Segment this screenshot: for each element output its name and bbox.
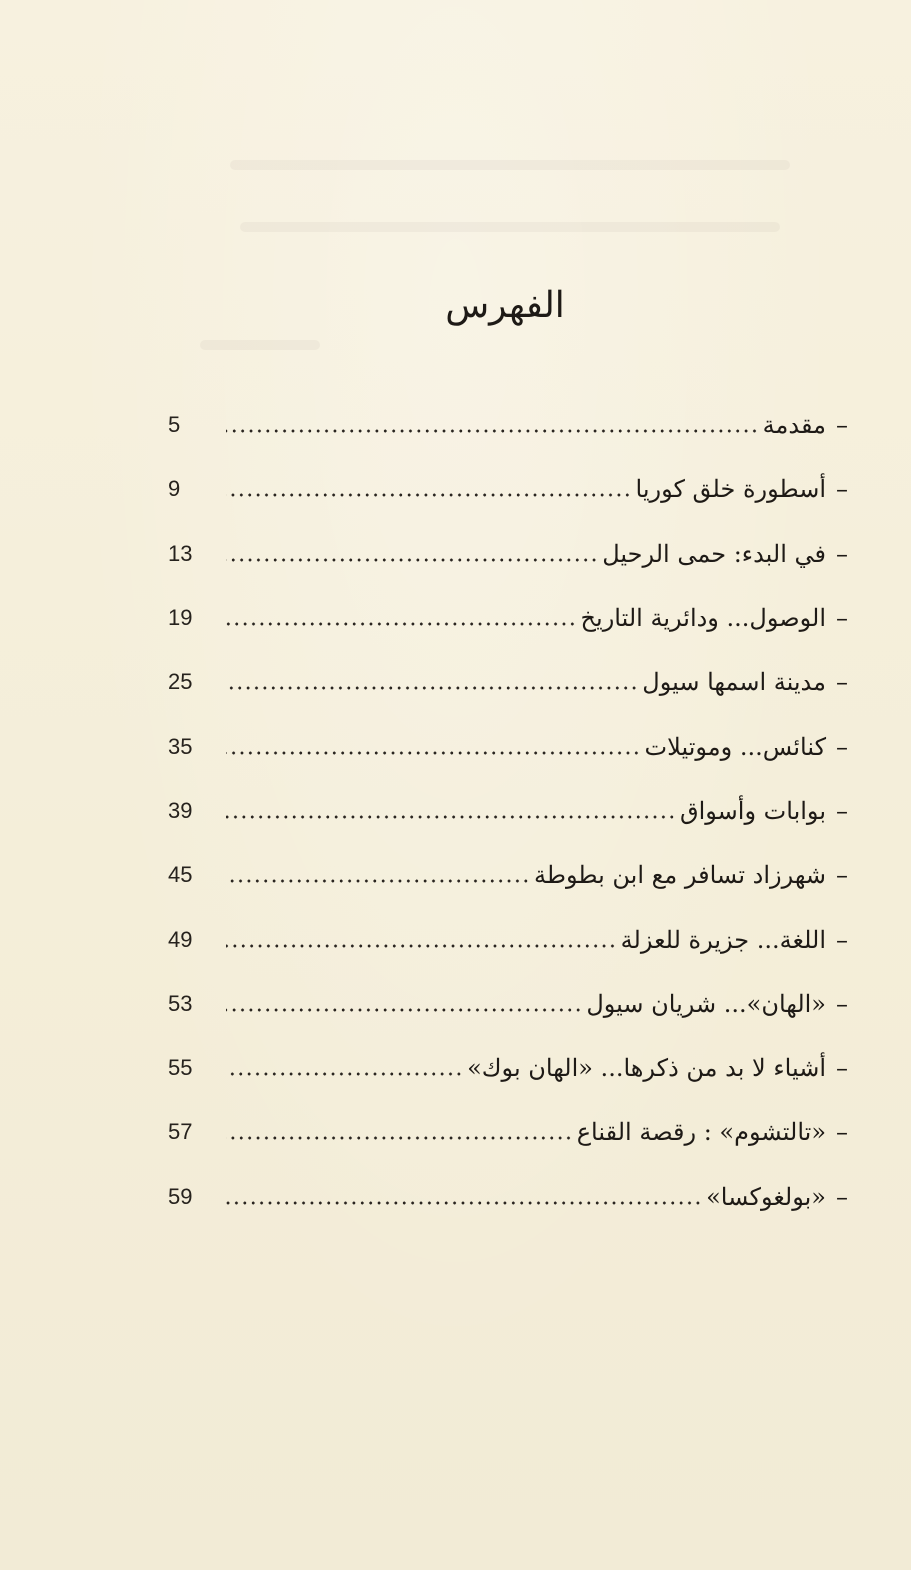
dot-leader — [226, 1201, 702, 1205]
bleed-through-mark — [200, 340, 320, 350]
dot-leader — [226, 751, 641, 755]
toc-entry-text: «بولغوكسا» — [706, 1182, 826, 1211]
toc-entry-text: في البدء: حمى الرحيل — [602, 539, 826, 568]
toc-entry-title — [581, 604, 848, 632]
toc-entry — [168, 779, 848, 843]
toc-entry — [168, 907, 848, 971]
toc-entry-title — [706, 1183, 848, 1211]
toc-page-number: 25 — [168, 669, 193, 695]
toc-entry-text: «الهان»... شريان سيول — [586, 989, 826, 1018]
toc-entry-text: أسطورة خلق كوريا — [635, 475, 826, 504]
toc-page-number: 35 — [168, 733, 193, 759]
dot-leader — [226, 944, 617, 948]
entry-dash: – — [836, 861, 848, 890]
entry-dash: – — [836, 989, 848, 1018]
bleed-through-mark — [230, 160, 790, 170]
toc-entry — [168, 457, 848, 521]
bleed-through-mark — [240, 222, 780, 232]
toc-page-number: 59 — [168, 1183, 193, 1209]
toc-entry-text: «تالتشوم» : رقصة القناع — [576, 1118, 826, 1147]
toc-entry-text: اللغة... جزيرة للعزلة — [620, 925, 826, 954]
entry-dash: – — [836, 796, 848, 825]
toc-entry-text: مدينة اسمها سيول — [642, 668, 826, 697]
toc-page-number: 53 — [168, 990, 193, 1016]
toc-entry — [168, 393, 848, 457]
entry-dash: – — [836, 475, 848, 504]
page-title: الفهرس — [445, 285, 565, 326]
entry-dash: – — [836, 1118, 848, 1147]
toc-entry-title — [602, 540, 848, 568]
toc-entry-title — [621, 926, 848, 954]
entry-dash: – — [836, 668, 848, 697]
dot-leader — [226, 686, 638, 690]
toc-page-number: 39 — [168, 797, 193, 823]
toc-entry — [168, 714, 848, 778]
toc-page-number: 45 — [168, 862, 193, 888]
toc-page-number: 19 — [168, 605, 193, 631]
toc-entry-title — [642, 668, 848, 696]
toc-entry-title — [467, 1054, 848, 1082]
toc-page-number: 5 — [168, 412, 181, 438]
toc-page-number: 13 — [168, 540, 193, 566]
dot-leader — [226, 493, 632, 497]
toc-page-number: 57 — [168, 1119, 193, 1145]
toc-page-number: 55 — [168, 1055, 193, 1081]
entry-dash: – — [836, 604, 848, 633]
toc-entry — [168, 972, 848, 1036]
dot-leader — [226, 1136, 573, 1140]
toc-entry-title — [763, 411, 848, 439]
toc-entry — [168, 843, 848, 907]
toc-entry-title — [577, 1118, 848, 1146]
toc-entry-text: الوصول... ودائرية التاريخ — [580, 604, 826, 633]
toc-entry-title — [586, 990, 848, 1018]
dot-leader — [226, 429, 759, 433]
toc-entry — [168, 1100, 848, 1164]
dot-leader — [226, 558, 598, 562]
toc-entry-text: أشياء لا بد من ذكرها... «الهان بوك» — [467, 1054, 826, 1083]
table-of-contents — [168, 393, 848, 1229]
dot-leader — [226, 1008, 582, 1012]
toc-entry — [168, 1165, 848, 1229]
toc-entry-title — [636, 475, 849, 503]
entry-dash: – — [836, 732, 848, 761]
dot-leader — [226, 879, 530, 883]
dot-leader — [226, 815, 676, 819]
entry-dash: – — [836, 1054, 848, 1083]
toc-entry-text: كنائس... وموتيلات — [644, 732, 826, 761]
toc-entry — [168, 1036, 848, 1100]
toc-entry-title — [680, 797, 848, 825]
toc-entry — [168, 586, 848, 650]
entry-dash: – — [836, 1182, 848, 1211]
toc-entry-text: بوابات وأسواق — [679, 796, 826, 825]
entry-dash: – — [836, 539, 848, 568]
toc-entry — [168, 650, 848, 714]
toc-entry-text: شهرزاد تسافر مع ابن بطوطة — [534, 861, 826, 890]
toc-entry-text: مقدمة — [762, 411, 826, 440]
entry-dash: – — [836, 411, 848, 440]
toc-page-number: 9 — [168, 476, 181, 502]
toc-entry-title — [534, 861, 848, 889]
dot-leader — [226, 1072, 463, 1076]
dot-leader — [226, 622, 577, 626]
entry-dash: – — [836, 925, 848, 954]
toc-page-number: 49 — [168, 926, 193, 952]
toc-entry-title — [645, 733, 848, 761]
toc-entry — [168, 522, 848, 586]
